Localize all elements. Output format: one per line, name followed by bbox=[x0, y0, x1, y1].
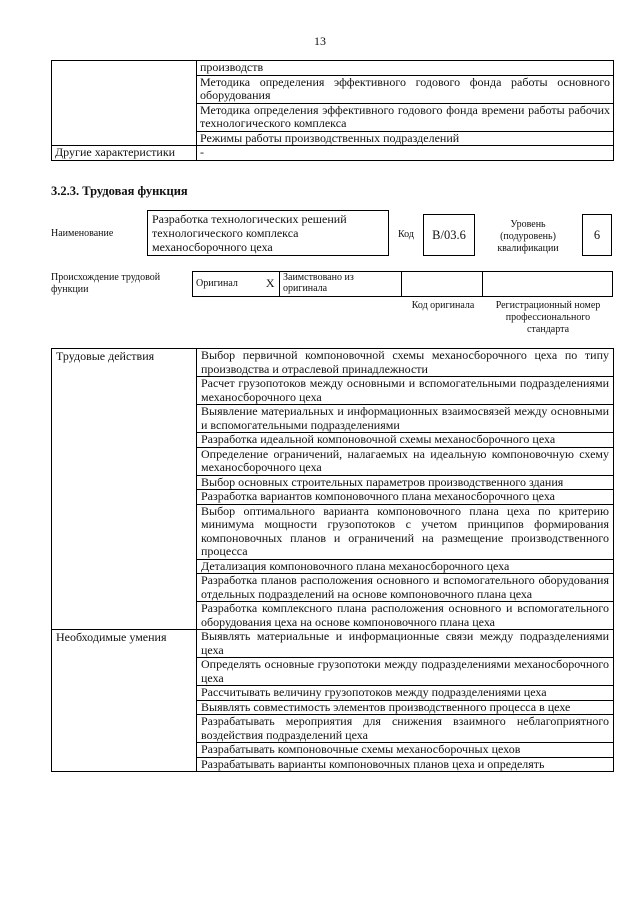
labor-action-row: Разработка планов расположения основного и вспомогательного оборудования отдельных подразделений на основе компоновочного плана цеха bbox=[197, 574, 614, 602]
skills-label: Необходимые умения bbox=[52, 630, 197, 772]
other-characteristics-label: Другие характеристики bbox=[52, 146, 197, 161]
qualification-level: 6 bbox=[582, 214, 612, 256]
skill-row: Разрабатывать мероприятия для снижения взаимного неблагоприятного воздействия подразделений цеха bbox=[197, 715, 614, 743]
labor-action-row: Расчет грузопотоков между основными и вспомогательными подразделениями механосборочного цеха bbox=[197, 377, 614, 405]
level-label: Уровень (подуровень) квалификации bbox=[497, 219, 559, 254]
original-mark: X bbox=[262, 272, 280, 297]
code-label: Код bbox=[398, 229, 414, 240]
labor-action-row: Разработка идеальной компоновочной схемы механосборочного цеха bbox=[197, 433, 614, 448]
borrowed-label: Заимствовано из оригинала bbox=[280, 272, 402, 297]
labor-action-row: Определение ограничений, налагаемых на идеальную компоновочную схему механосборочного цеха bbox=[197, 447, 614, 475]
skill-row: Разрабатывать варианты компоновочных планов цеха и определять bbox=[197, 757, 614, 772]
top-table bbox=[51, 60, 614, 161]
top-table-row: Методика определения эффективного годового фонда работы основного оборудования bbox=[197, 75, 614, 103]
original-code-caption: Код оригинала bbox=[411, 300, 475, 311]
origin-label: Происхождение трудовой функции bbox=[51, 272, 161, 295]
labor-action-row: Выявление материальных и информационных взаимосвязей между основными и вспомогательными подразделениями bbox=[197, 405, 614, 433]
labor-action-row: Выбор первичной компоновочной схемы механосборочного цеха по типу производства и отраслевой принадлежности bbox=[197, 349, 614, 377]
top-table-row: Режимы работы производственных подразделений bbox=[197, 131, 614, 146]
other-characteristics-value: - bbox=[197, 146, 614, 161]
registration-number-caption: Регистрационный номер профессионального стандарта bbox=[495, 300, 601, 335]
details-table bbox=[51, 348, 614, 772]
labor-action-row: Выбор основных строительных параметров производственного здания bbox=[197, 475, 614, 490]
top-table-row: Методика определения эффективного годового фонда времени работы рабочих технологического комплекса bbox=[197, 103, 614, 131]
top-table-empty-label bbox=[52, 61, 197, 146]
section-title: 3.2.3. Трудовая функция bbox=[51, 184, 188, 198]
registration-number-cell bbox=[483, 272, 613, 297]
labor-action-row: Детализация компоновочного плана механосборочного цеха bbox=[197, 559, 614, 574]
skill-row: Выявлять материальные и информационные связи между подразделениями цеха bbox=[197, 630, 614, 658]
original-code-cell bbox=[402, 272, 483, 297]
function-code: В/03.6 bbox=[423, 214, 475, 256]
origin-table bbox=[192, 271, 613, 297]
actions-label: Трудовые действия bbox=[52, 349, 197, 630]
labor-action-row: Разработка комплексного плана расположения основного и вспомогательного оборудования цеха на основе компоновочного плана цеха bbox=[197, 602, 614, 630]
labor-action-row: Выбор оптимального варианта компоновочного плана цеха по критерию минимума мощности грузопотоков с учетом принципов формирования компоновочных планов и ограничений на размещение производственного процесса bbox=[197, 504, 614, 559]
function-name: Разработка технологических решений технологического комплекса механосборочного цеха bbox=[147, 210, 389, 256]
name-label: Наименование bbox=[51, 228, 114, 239]
top-table-row: производств bbox=[197, 61, 614, 76]
skill-row: Разрабатывать компоновочные схемы механосборочных цехов bbox=[197, 743, 614, 758]
labor-action-row: Разработка вариантов компоновочного плана механосборочного цеха bbox=[197, 490, 614, 505]
page-number: 13 bbox=[314, 34, 326, 48]
skill-row: Выявлять совместимость элементов производственного процесса в цехе bbox=[197, 700, 614, 715]
skill-row: Рассчитывать величину грузопотоков между подразделениями цеха bbox=[197, 686, 614, 701]
original-label: Оригинал bbox=[193, 272, 262, 297]
skill-row: Определять основные грузопотоки между подразделениями механосборочного цеха bbox=[197, 658, 614, 686]
